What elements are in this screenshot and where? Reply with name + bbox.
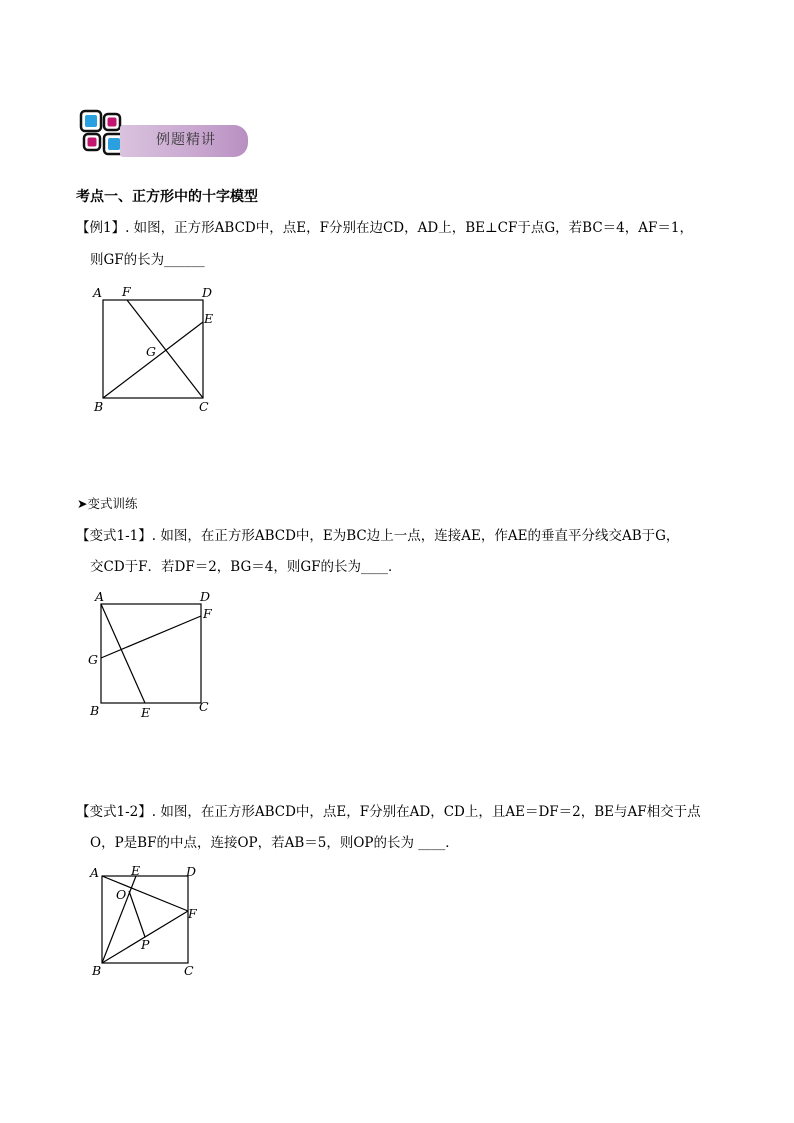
label-b: B <box>92 963 102 978</box>
label-b: B <box>90 703 100 718</box>
variant1-line1: 【变式1-1】. 如图，在正方形ABCD中，E为BC边上一点，连接AE，作AE的垂直平分线交AB于G， <box>76 528 680 544</box>
variant2-figure <box>86 862 216 982</box>
label-b: B <box>94 399 104 414</box>
segment-ae <box>101 604 145 703</box>
label-c: C <box>184 963 194 978</box>
label-c: C <box>199 699 209 714</box>
variant1-figure <box>85 588 225 723</box>
segment-af <box>102 876 188 911</box>
banner-label: 例题精讲 <box>156 132 216 148</box>
segment-fc <box>127 300 203 398</box>
label-c: C <box>199 399 209 414</box>
label-e: E <box>204 311 214 326</box>
label-d: D <box>186 864 197 879</box>
label-a: A <box>93 285 103 300</box>
label-a: A <box>90 865 100 880</box>
variant1-line2: 交CD于F．若DF＝2，BG＝4，则GF的长为____． <box>90 559 402 575</box>
variant2-line1: 【变式1-2】. 如图，在正方形ABCD中，点E，F分别在AD，CD上，且AE＝DF＝2，BE与AF相交于点 <box>76 804 701 820</box>
label-g: G <box>88 652 98 667</box>
label-f: F <box>203 606 212 621</box>
label-p: P <box>141 937 150 952</box>
label-e: E <box>131 863 141 878</box>
segment-op <box>129 891 145 937</box>
example1-line1: 【例1】. 如图，正方形ABCD中，点E，F分别在边CD，AD上，BE⊥CF于点G，若BC＝4，AF＝1， <box>76 220 693 236</box>
label-e: E <box>141 705 151 720</box>
label-d: D <box>202 285 213 300</box>
label-o: O <box>116 887 127 902</box>
variant2-line2: O，P是BF的中点，连接OP，若AB＝5，则OP的长为 ____． <box>90 835 459 851</box>
example1-line2: 则GF的长为______ <box>90 252 205 268</box>
label-a: A <box>95 589 105 604</box>
label-g: G <box>146 344 156 359</box>
label-d: D <box>200 589 211 604</box>
example1-figure <box>88 282 228 417</box>
variants-heading: ➤变式训练 <box>77 496 138 511</box>
section-title: 考点一、正方形中的十字模型 <box>76 189 258 205</box>
square-abcd <box>101 604 201 703</box>
label-f: F <box>188 906 197 921</box>
label-f: F <box>122 284 131 299</box>
